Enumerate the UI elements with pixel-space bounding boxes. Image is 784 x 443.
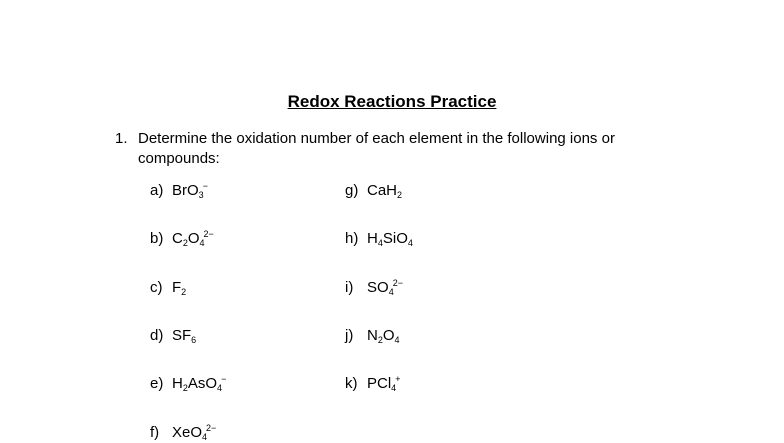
- list-item: [345, 278, 403, 298]
- item-label: c): [150, 279, 163, 296]
- chemical-formula: CaH$_2$: [367, 182, 403, 200]
- list-item: [150, 278, 186, 298]
- list-item: [345, 229, 413, 249]
- item-label: h): [345, 230, 359, 247]
- list-item: [345, 181, 402, 201]
- question-number: 1.: [115, 130, 128, 147]
- item-label: a): [150, 182, 164, 199]
- list-item: [345, 374, 400, 394]
- chemical-formula: XeO$_4^{2-}$: [172, 423, 217, 442]
- list-item: [150, 229, 214, 249]
- list-item: [150, 374, 226, 394]
- list-item: [345, 326, 400, 346]
- item-label: i): [345, 279, 354, 296]
- item-label: d): [150, 327, 164, 344]
- item-label: b): [150, 230, 164, 247]
- question-text: Determine the oxidation number of each element in the following ions or compounds:: [138, 130, 615, 167]
- item-label: k): [345, 375, 358, 392]
- chemical-formula: $H_2AsO_4^-$: [172, 374, 227, 393]
- chemical-formula: $SO_4^{2-}$: [367, 278, 403, 297]
- list-item: [150, 181, 208, 201]
- list-item: [150, 326, 196, 346]
- chemical-formula: $SF_6$: [172, 327, 197, 345]
- chemical-formula: $N_2O_4$: [367, 327, 400, 345]
- chemical-formula: $F_2$: [172, 279, 187, 297]
- chemical-formula: $C_2O_4^{2-}$: [172, 229, 214, 248]
- chemical-formula: PCl$_4$+: [367, 374, 401, 393]
- list-item: [150, 423, 216, 443]
- page-title: Redox Reactions Practice: [287, 92, 497, 111]
- chemical-formula: $H_4SiO_4$: [367, 230, 413, 248]
- item-label: g): [345, 182, 359, 199]
- item-label: f): [150, 424, 160, 441]
- item-label: e): [150, 375, 164, 392]
- chemical-formula: BrO$_3$−: [172, 181, 208, 200]
- item-label: j): [345, 327, 354, 344]
